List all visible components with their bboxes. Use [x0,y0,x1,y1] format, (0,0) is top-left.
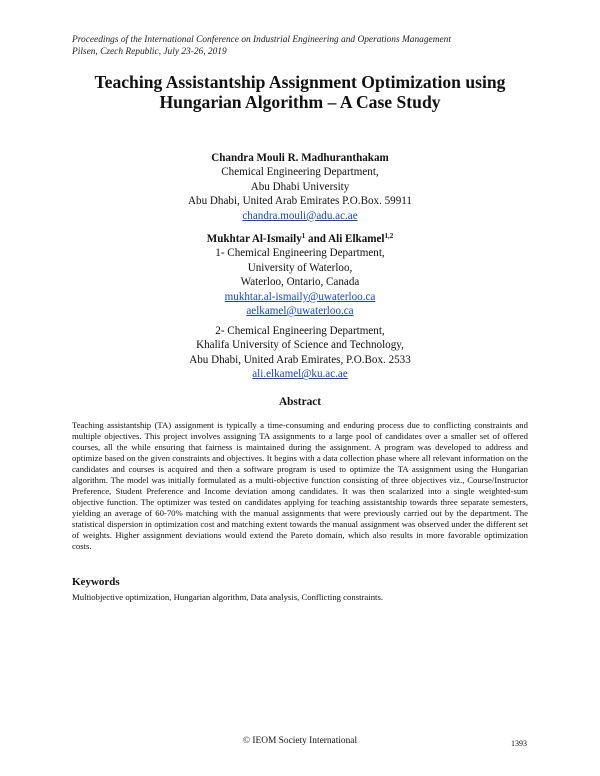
author-block-2 [100,232,500,318]
affiliation-line: Abu Dhabi, United Arab Emirates, P.O.Box. 2533 [189,353,411,366]
affiliation-block-2 [100,324,500,382]
author-names [100,232,500,246]
abstract-heading: Abstract [278,396,322,408]
author-name: Ali Elkamel [328,233,385,245]
author-email-link[interactable]: mukhtar.al-ismaily@uwaterloo.ca [224,290,376,303]
affiliation-line: Khalifa University of Science and Technology, [196,339,404,352]
author-affiliation-line: Abu Dhabi University [250,180,350,193]
author-superscript: 1 [301,232,306,240]
keywords-heading: Keywords [72,576,120,588]
author-affiliation-line: Abu Dhabi, United Arab Emirates P.O.Box. 59911 [188,195,412,208]
header-conference: Proceedings of the International Conference on Industrial Engineering and Operations Management [72,35,451,45]
header-location-date: Pilsen, Czech Republic, July 23-26, 2019 [72,47,227,58]
author-name: Mukhtar Al-Ismaily [206,233,302,245]
abstract-text: Teaching assistantship (TA) assignment is typically a time-consuming and enduring process due to conflicting constraints and multiple objectives. This project involves assigning TA assignments to a large pool of candidates over a smaller set of offered courses, all the while ensuring that fairness is maintained during the assignment. A program was developed to address and optimize based on the given constraints and objectives. It begins with a data collection phase where all relevant information on the candidates and courses is acquired and then a software program is used to optimize the TA assignment using the Hungarian algorithm. The model was initially formulated as a multi-objective function consisting of three objectives viz., Course/Instructor Preference, Student Preference and Income deviation among candidates. It was then scalarized into a single weighted-sum objective function. The optimizer was tested on candidates applying for teaching assistantship towards three separate semesters, yielding an average of 60-70% matching with the manual assignments that were previously carried out by the department. The statistical dispersion in optimization cost and matching extent towards the manual assignment was observed under the different set of weights. Higher assignment deviations would extend the Pareto domain, which also results in more favorable optimization costs. [72,420,528,551]
keywords-text: Multiobjective optimization, Hungarian algorithm, Data analysis, Conflicting constraints. [72,592,383,602]
author-email-link[interactable]: ali.elkamel@ku.ac.ae [252,368,348,381]
author-affiliation-line: 1- Chemical Engineering Department, [215,247,385,260]
author-name: Chandra Mouli R. Madhuranthakam [211,152,389,164]
affiliation-line: 2- Chemical Engineering Department, [215,325,385,337]
author-block-1 [100,151,500,223]
footer-copyright: © IEOM Society International [242,736,358,746]
paper-title [40,73,560,112]
author-affiliation-line: Chemical Engineering Department, [221,166,379,179]
title-line-2: Hungarian Algorithm – A Case Study [159,91,441,112]
author-conjunction: and [305,233,329,245]
page-number: 1393 [511,739,527,748]
title-line-1: Teaching Assistantship Assignment Optimization using [94,72,506,92]
author-email-link[interactable]: aelkamel@uwaterloo.ca [246,305,354,318]
running-header [72,34,451,58]
author-email-link[interactable]: chandra.mouli@adu.ac.ae [242,209,358,222]
author-superscript: 1,2 [384,232,394,240]
author-affiliation-line: Waterloo, Ontario, Canada [240,276,360,289]
author-affiliation-line: University of Waterloo, [247,261,353,274]
